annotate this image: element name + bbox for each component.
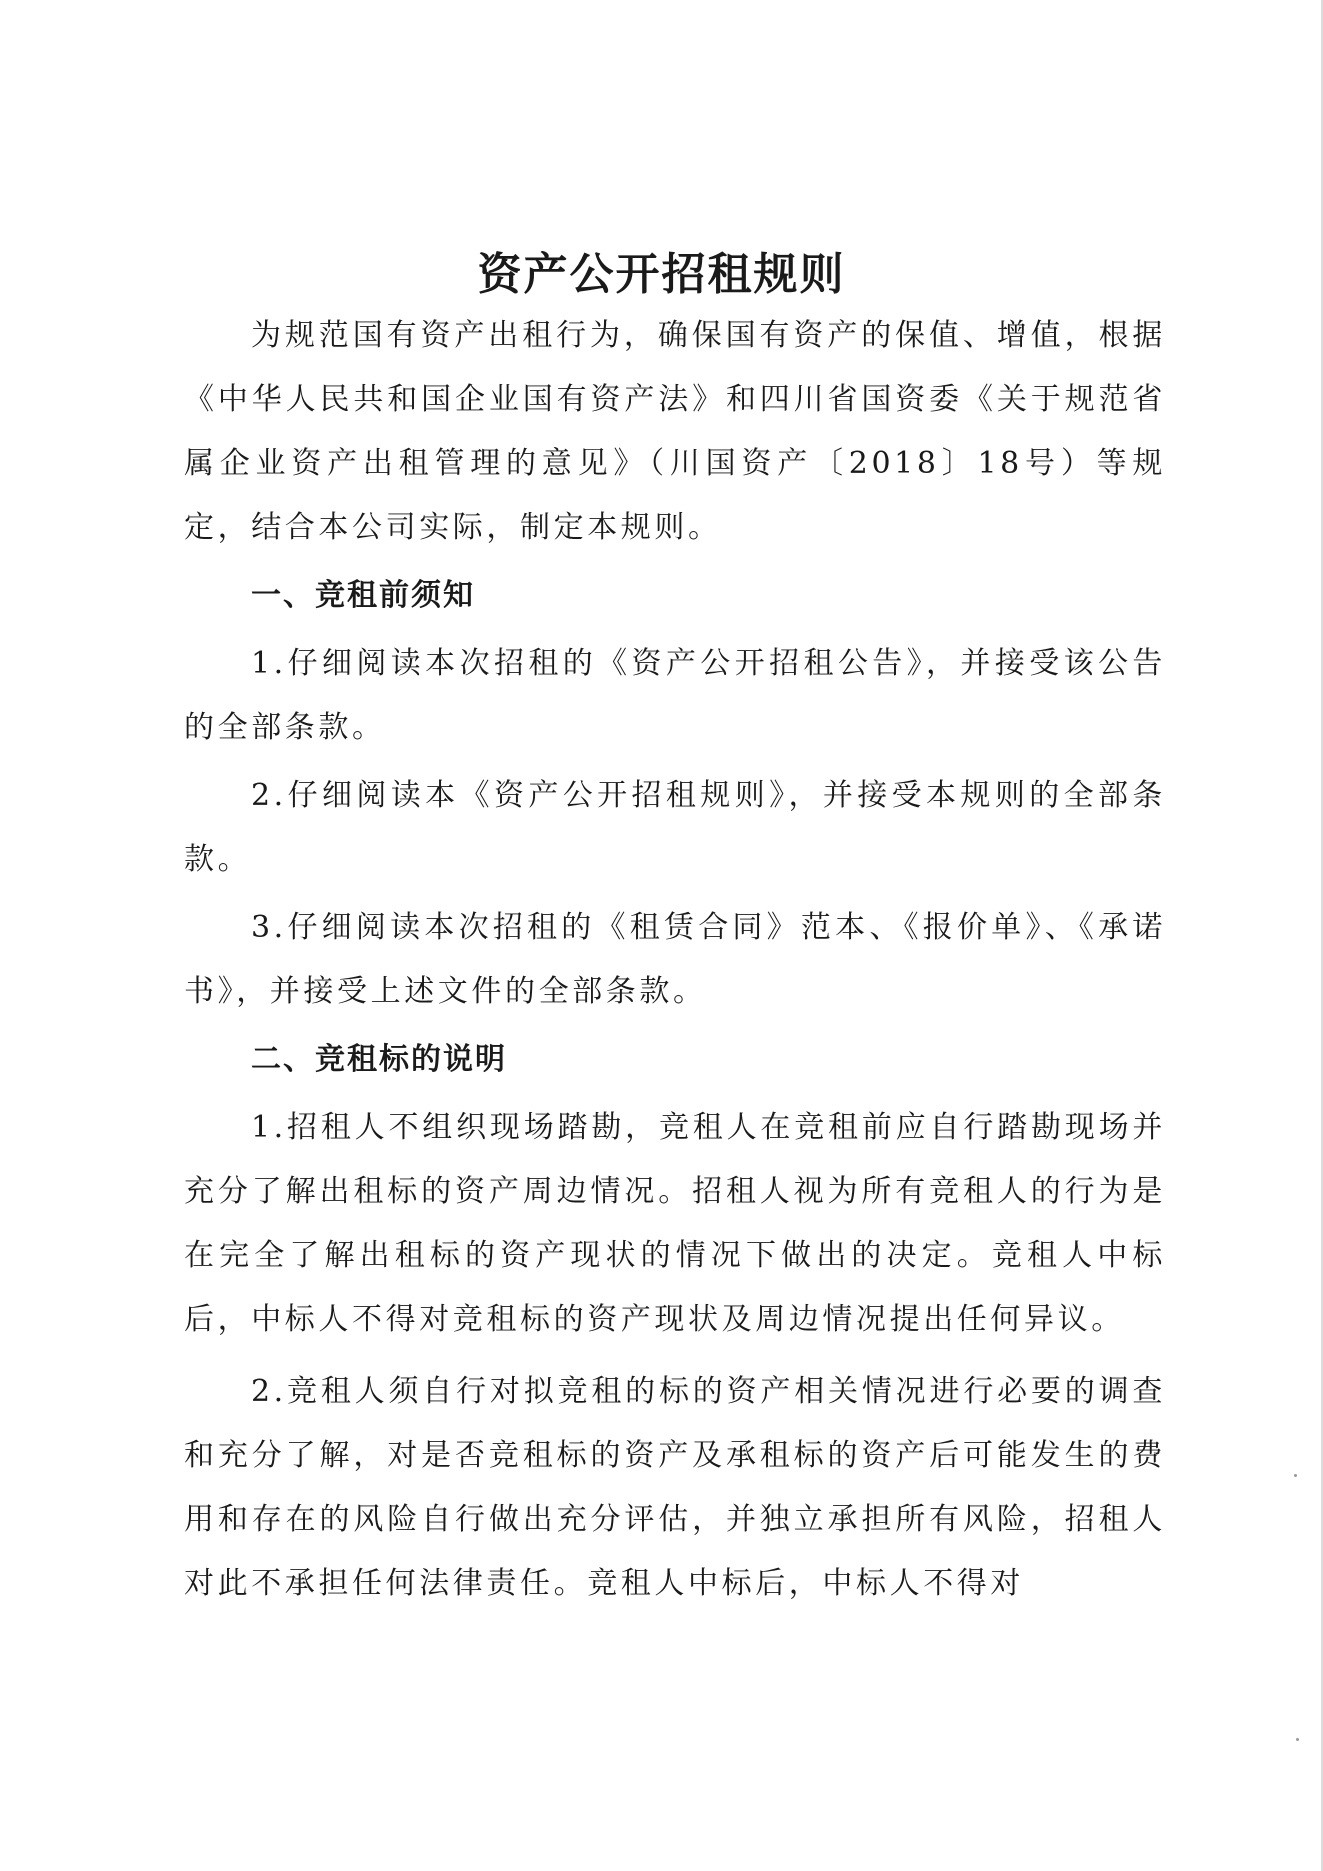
section-heading-pre-bid-notice: 一、竞租前须知 xyxy=(251,578,475,613)
scan-speck xyxy=(1296,1738,1299,1741)
clause-paragraph: 2.仔细阅读本《资产公开招租规则》，并接受本规则的全部条款。 xyxy=(184,778,1166,877)
clause-paragraph: 1.仔细阅读本次招租的《资产公开招租公告》，并接受该公告的全部条款。 xyxy=(184,646,1166,745)
intro-paragraph: 为规范国有资产出租行为，确保国有资产的保值、增值，根据《中华人民共和国企业国有资产法》和四川省国资委《关于规范省属企业资产出租管理的意见》（川国资产〔2018〕18号）等规定，结合本公司实际，制定本规则。 xyxy=(184,318,1166,545)
document-body xyxy=(184,304,1166,1616)
section-heading-target-description: 二、竞租标的说明 xyxy=(251,1042,507,1077)
clause-paragraph: 2.竞租人须自行对拟竞租的标的资产相关情况进行必要的调查和充分了解，对是否竞租标的资产及承租标的资产后可能发生的费用和存在的风险自行做出充分评估，并独立承担所有风险，招租人对此不承担任何法律责任。竞租人中标后，中标人不得对 xyxy=(184,1374,1166,1601)
document-title: 资产公开招租规则 xyxy=(477,249,846,300)
scan-speck xyxy=(1294,1474,1297,1477)
clause-paragraph: 3.仔细阅读本次招租的《租赁合同》范本、《报价单》、《承诺书》，并接受上述文件的全部条款。 xyxy=(184,910,1166,1009)
clause-paragraph: 1.招租人不组织现场踏勘，竞租人在竞租前应自行踏勘现场并充分了解出租标的资产周边情况。招租人视为所有竞租人的行为是在完全了解出租标的资产现状的情况下做出的决定。竞租人中标后，中标人不得对竞租标的资产现状及周边情况提出任何异议。 xyxy=(184,1110,1166,1337)
